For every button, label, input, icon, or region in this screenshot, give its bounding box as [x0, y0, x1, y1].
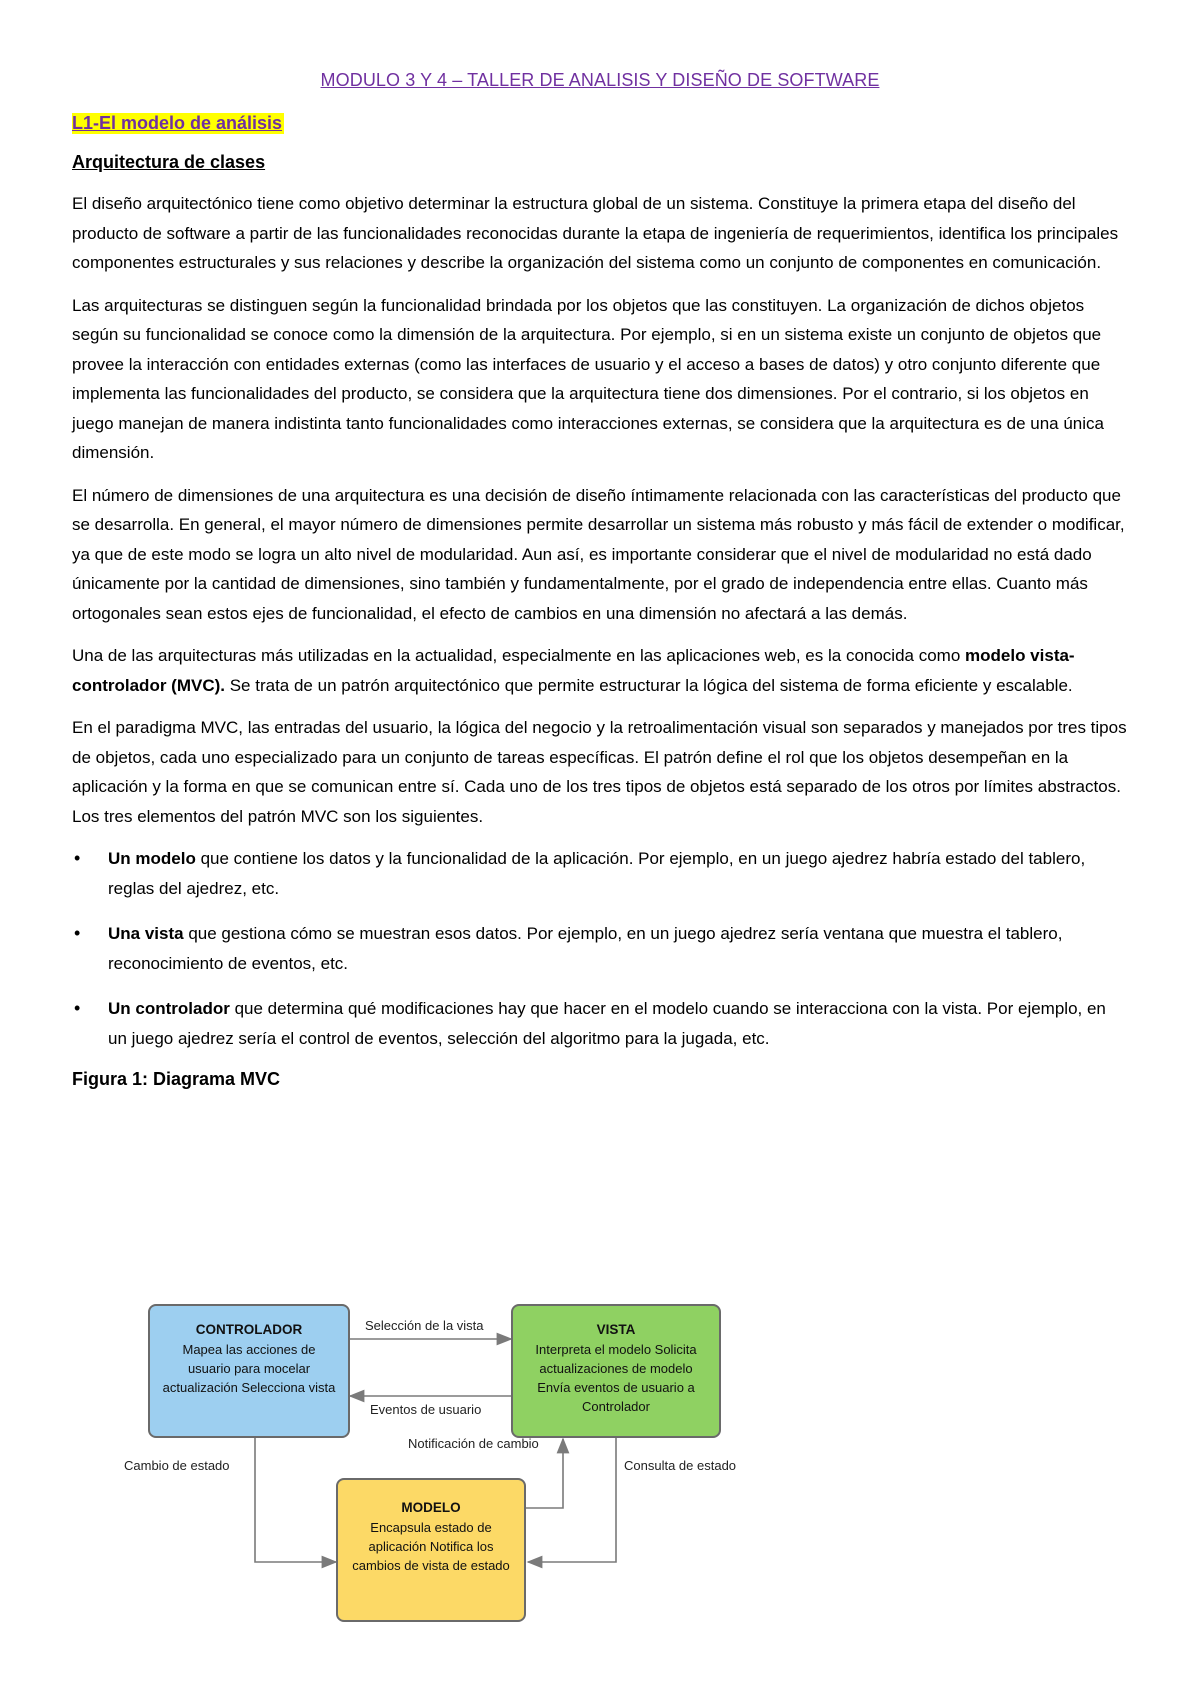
arrow-consulta: [528, 1437, 616, 1562]
controlador-description: Mapea las acciones de usuario para mocelar actualización Selecciona vista: [162, 1342, 336, 1395]
mvc-element-list: [72, 844, 1128, 1053]
modelo-title: MODELO: [401, 1500, 461, 1515]
subheading: Arquitectura de clases: [72, 152, 266, 172]
document-page: [72, 70, 1128, 1090]
label-seleccion: Selección de la vista: [365, 1318, 484, 1333]
list-item-term: Un controlador: [108, 999, 230, 1018]
document-title: MODULO 3 Y 4 – TALLER DE ANALISIS Y DISEÑO DE SOFTWARE: [320, 70, 880, 90]
paragraph-2: Las arquitecturas se distinguen según la funcionalidad brindada por los objetos que las constituyen. La organización de dichos objetos según su funcionalidad se conoce como la dimensión de la arquitectura. Por ejemplo, si en un sistema existe un conjunto de objetos que provee la interacción con entidades externas (como las interfaces de usuario y el acceso a bases de datos) y otro conjunto diferente que implementa las funcionalidades del producto, se considera que la arquitectura tiene dos dimensiones. Por el contrario, si los objetos en juego manejan de manera indistinta tanto funcionalidades como interacciones externas, se considera que la arquitectura es de una única dimensión.: [72, 295, 1104, 462]
label-cambio: Cambio de estado: [124, 1458, 230, 1473]
section-heading: L1-El modelo de análisis: [72, 113, 283, 133]
list-item-text: que contiene los datos y la funcionalidad de la aplicación. Por ejemplo, en un juego ajedrez habría estado del tablero, reglas del ajedrez, etc.: [108, 849, 1086, 898]
label-notificacion: Notificación de cambio: [408, 1436, 539, 1451]
controlador-title: CONTROLADOR: [195, 1322, 303, 1337]
arrow-cambio: [255, 1437, 336, 1562]
vista-box: [511, 1304, 721, 1438]
vista-description: Interpreta el modelo Solicita actualizaciones de modelo Envía eventos de usuario a Controlador: [535, 1342, 697, 1414]
label-consulta: Consulta de estado: [624, 1458, 737, 1473]
list-item-term: Una vista: [108, 924, 184, 943]
figure-caption: Figura 1: Diagrama MVC: [72, 1069, 281, 1089]
controlador-box: [148, 1304, 350, 1438]
bullet-icon: •: [74, 923, 81, 943]
list-item-controlador: [72, 994, 1128, 1053]
list-item-text: que determina qué modificaciones hay que hacer en el modelo cuando se interacciona con la vista. Por ejemplo, en un juego ajedrez sería el control de eventos, selección del algoritmo para la jugada, etc.: [108, 999, 1106, 1048]
mvc-diagram: [118, 1290, 758, 1630]
mvc-text-after: Se trata de un patrón arquitectónico que permite estructurar la lógica del sistema de forma eficiente y escalable.: [225, 675, 1073, 695]
mvc-text-before: Una de las arquitecturas más utilizadas en la actualidad, especialmente en las aplicaciones web, es la conocida como: [72, 646, 966, 665]
paragraph-1: El diseño arquitectónico tiene como objetivo determinar la estructura global de un sistema. Constituye la primera etapa del diseño del producto de software a partir de las funcionalidades reconocidas durante la etapa de ingeniería de requerimientos, identifica los principales componentes estructurales y sus relaciones y describe la organización del sistema como un conjunto de componentes en comunicación.: [72, 194, 1119, 272]
list-item-vista: [72, 919, 1128, 978]
list-item-modelo: [72, 844, 1128, 903]
modelo-box: [336, 1478, 526, 1622]
list-item-text: que gestiona cómo se muestran esos datos. Por ejemplo, en un juego ajedrez sería ventana que muestra el tablero, reconocimiento de eventos, etc.: [108, 924, 1063, 973]
mvc-paragraph: [72, 641, 1128, 700]
mvc-bold-term: modelo vista-controlador (MVC).: [72, 646, 1075, 695]
paradigm-paragraph: En el paradigma MVC, las entradas del usuario, la lógica del negocio y la retroalimentación visual son separados y manejados por tres tipos de objetos, cada uno especializado para un conjunto de tareas específicas. El patrón define el rol que los objetos desempeñan en la aplicación y la forma en que se comunican entre sí. Cada uno de los tres tipos de objetos está separado de los otros por límites abstractos. Los tres elementos del patrón MVC son los siguientes.: [72, 718, 1127, 826]
label-eventos: Eventos de usuario: [370, 1402, 482, 1417]
list-item-term: Un modelo: [108, 849, 196, 868]
paragraph-3: El número de dimensiones de una arquitectura es una decisión de diseño íntimamente relacionada con las características del producto que se desarrolla. En general, el mayor número de dimensiones permite desarrollar un sistema más robusto y más fácil de extender o modificar, ya que de este modo se logra un alto nivel de modularidad. Aun así, es importante considerar que el nivel de modularidad no está dado únicamente por la cantidad de dimensiones, sino también y fundamentalmente, por el grado de independencia entre ellas. Cuanto más ortogonales sean estos ejes de funcionalidad, el efecto de cambios en una dimensión no afectará a las demás.: [72, 485, 1125, 623]
modelo-description: Encapsula estado de aplicación Notifica los cambios de vista de estado: [352, 1520, 510, 1573]
vista-title: VISTA: [596, 1322, 636, 1337]
bullet-icon: •: [74, 848, 81, 868]
bullet-icon: •: [74, 998, 81, 1018]
